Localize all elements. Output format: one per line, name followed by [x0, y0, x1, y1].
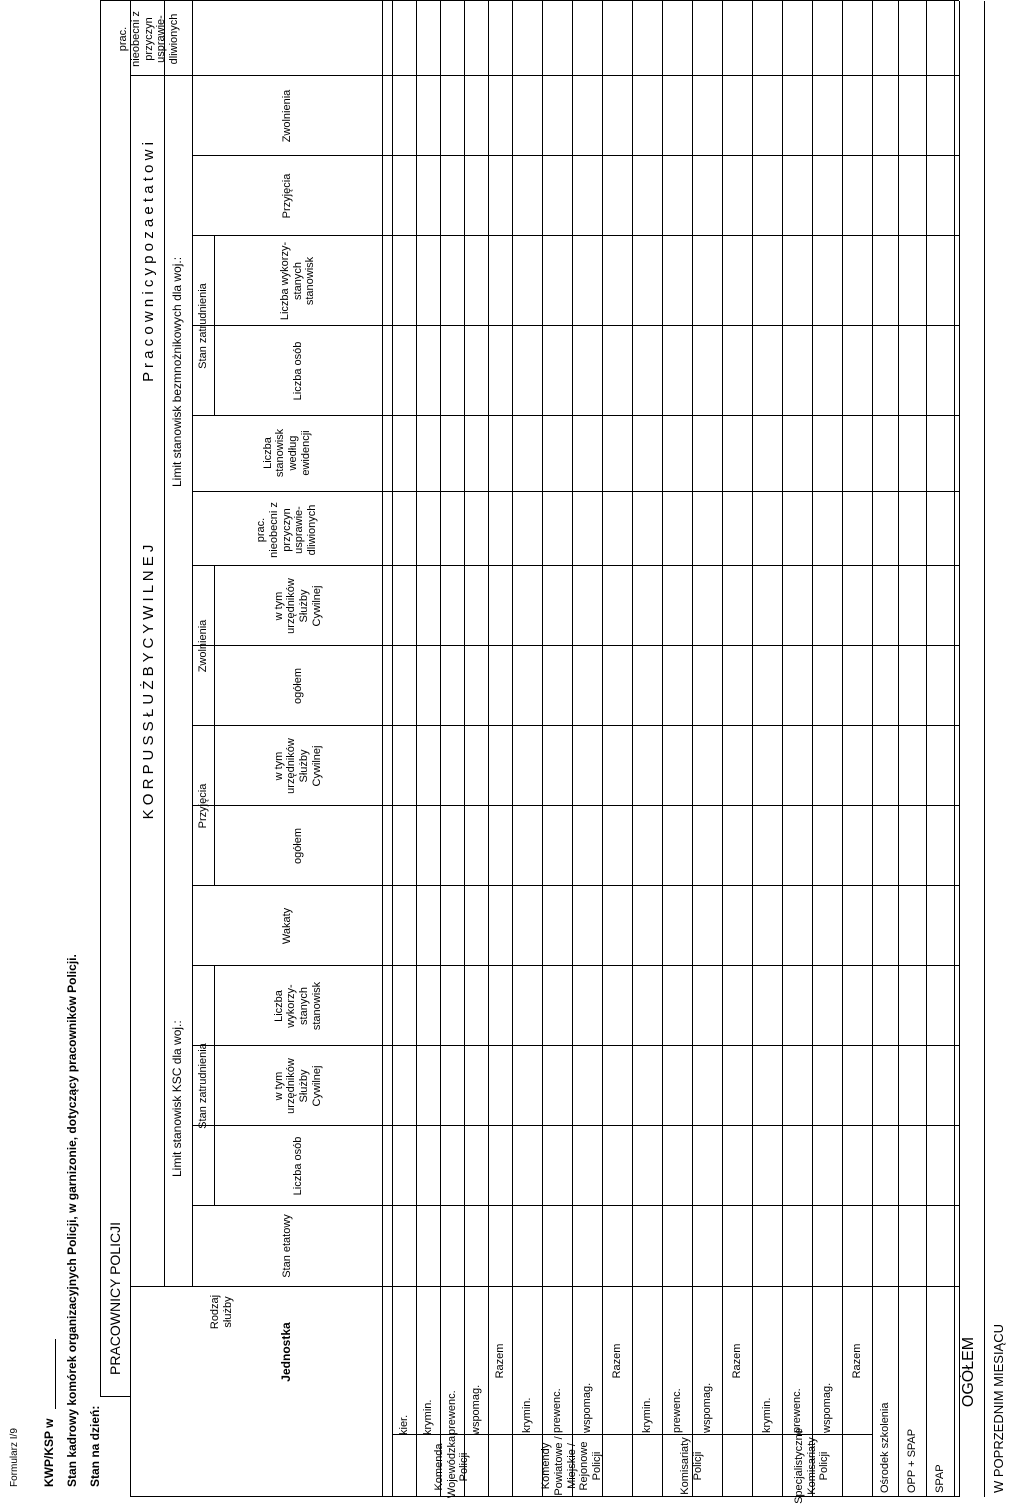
- grid-line: [812, 1, 813, 1497]
- grid-line: [192, 1045, 959, 1046]
- stan-zatrudnienia-header: Stan zatrudnienia: [196, 1043, 209, 1129]
- row-kwp-krymin: krymin.: [421, 1399, 434, 1435]
- grid-line: [192, 415, 959, 416]
- grid-line: [842, 1, 843, 1497]
- row-kwp-razem: Razem: [493, 1343, 506, 1379]
- grid-line: [192, 491, 959, 492]
- grid-line: [488, 1, 489, 1497]
- bezm-prac-nieobecni-header: prac. nieobecni z przyczyn usprawie-dliwionych: [117, 11, 180, 67]
- kwp-label: KWP/KSP w: [42, 1418, 56, 1487]
- grid-line: [130, 1286, 959, 1287]
- group-kp-label: Komisariaty Policji: [679, 1437, 704, 1495]
- grid-line: [440, 1, 441, 1497]
- zwolnienia-ogolem-header: ogółem: [291, 667, 304, 705]
- grid-line: [130, 1, 131, 1497]
- grid-line: [192, 565, 959, 566]
- korpus-title: K O R P U S S Ł U Ż B Y C Y W I L N E J: [140, 544, 158, 820]
- zwolnienia-header: Zwolnienia: [196, 619, 209, 673]
- grid-line: [416, 1, 417, 1497]
- grid-line: [512, 1, 513, 1497]
- staff-table: [100, 0, 1006, 1504]
- grid-line: [100, 0, 959, 1]
- group-skp-label: Specjalistyczne Komisariaty Policji: [793, 1428, 831, 1504]
- grid-line: [192, 1125, 959, 1126]
- grid-line: [572, 1, 573, 1497]
- grid-line: [100, 1396, 130, 1397]
- row-kwp-wspomag: wspomag.: [469, 1384, 482, 1435]
- grid-line: [214, 966, 215, 1206]
- row-poprzedni: W POPRZEDNIM MIESIĄCU: [990, 1323, 1006, 1493]
- grid-line: [542, 1, 543, 1497]
- grid-line: [752, 1, 753, 1497]
- grid-line: [192, 885, 959, 886]
- grid-line: [898, 1, 899, 1497]
- date-label: Stan na dzień:: [88, 1405, 102, 1487]
- grid-line: [692, 1, 693, 1497]
- bezm-zwolnienia-header: Zwolnienia: [280, 89, 293, 143]
- grid-line: [214, 566, 215, 886]
- jednostka-header: Jednostka: [279, 1322, 294, 1382]
- zwolnienia-w-tym-header: w tym urzędników Służby Cywilnej: [272, 578, 323, 634]
- grid-line: [926, 1, 927, 1497]
- limit-ksc: Limit stanowisk KSC dla woj.:: [170, 1020, 185, 1177]
- grid-line: [722, 1, 723, 1497]
- liczba-wyk-header: Liczba wykorzy-stanych stanowisk: [272, 981, 323, 1031]
- grid-line: [214, 236, 215, 416]
- form-title: Stan kadrowy komórek organizacyjnych Policji, w garnizonie, dotyczący pracowników Policji.: [65, 954, 79, 1487]
- grid-line: [192, 235, 959, 236]
- grid-line: [602, 1, 603, 1497]
- grid-line: [192, 1205, 959, 1206]
- grid-line: [632, 1, 633, 1497]
- grid-line: [872, 1, 873, 1497]
- row-kp-prewenc: prewenc.: [670, 1388, 683, 1433]
- bezm-liczba-wyk-header: Liczba wykorzy-stanych stanowisk: [279, 241, 317, 321]
- grid-line: [662, 1, 663, 1497]
- row-kp-krymin: krymin.: [640, 1397, 653, 1433]
- pracownicy-title: P r a c o w n i c y p o z a e t a t o w i: [140, 142, 158, 382]
- przyjecia-header: Przyjęcia: [196, 783, 209, 829]
- row-kwp-prewenc: prewenc.: [445, 1390, 458, 1435]
- grid-line: [464, 1, 465, 1497]
- grid-line: [382, 1, 383, 1497]
- row-kwp-kier: kier.: [397, 1414, 410, 1435]
- row-skp-krymin: krymin.: [760, 1397, 773, 1433]
- grid-line: [954, 1, 955, 1497]
- grid-line: [192, 725, 959, 726]
- grid-line: [392, 1434, 872, 1435]
- przyjecia-w-tym-header: w tym urzędników Służby Cywilnej: [272, 738, 323, 794]
- row-skp-wspomag: wspomag.: [820, 1382, 833, 1433]
- row-kpm-krymin: krymin.: [520, 1397, 533, 1433]
- bezm-stan-zatr-header: Stan zatrudnienia: [196, 283, 209, 369]
- row-kp-razem: Razem: [730, 1343, 743, 1379]
- row-kp-wspomag: wspomag.: [700, 1382, 713, 1433]
- grid-line: [984, 1, 985, 1497]
- wakaty-header: Wakaty: [280, 907, 293, 945]
- row-kpm-razem: Razem: [610, 1343, 623, 1379]
- limit-bezm: Limit stanowisk bezmnożnikowych dla woj.:: [170, 256, 185, 487]
- row-osrodek: Ośrodek szkolenia: [878, 1402, 891, 1493]
- grid-line: [130, 75, 959, 76]
- main-title: PRACOWNICY POLICJI: [107, 1222, 123, 1375]
- grid-line: [782, 1, 783, 1497]
- row-opp-spap: OPP + SPAP: [905, 1428, 918, 1493]
- row-ogolem: OGÓŁEM: [959, 1336, 977, 1408]
- kwp-underline: [55, 1339, 56, 1409]
- form-id: Formularz I/9: [9, 1428, 20, 1487]
- bezm-przyjecia-header: Przyjęcia: [280, 173, 293, 219]
- grid-line: [164, 1, 165, 1287]
- row-kpm-wspomag: wspomag.: [580, 1382, 593, 1433]
- bezm-liczba-osob-header: Liczba osób: [291, 341, 304, 401]
- rodzaj-header: Rodzaj służby: [209, 1294, 234, 1330]
- row-skp-prewenc: prewenc.: [790, 1388, 803, 1433]
- prac-nieobecni-header: prac. nieobecni z przyczyn usprawie-dliwionych: [255, 502, 318, 558]
- row-spap: SPAP: [933, 1464, 946, 1493]
- grid-line: [392, 1, 393, 1497]
- row-skp-razem: Razem: [850, 1343, 863, 1379]
- grid-line: [130, 1496, 959, 1497]
- grid-line: [100, 1, 101, 1397]
- liczba-osob-header: Liczba osób: [291, 1136, 304, 1196]
- grid-line: [192, 1, 193, 1287]
- przyjecia-ogolem-header: ogółem: [291, 827, 304, 865]
- grid-line: [192, 805, 959, 806]
- grid-line: [192, 965, 959, 966]
- grid-line: [192, 325, 959, 326]
- w-tym-urz-header: w tym urzędników Służby Cywilnej: [272, 1058, 323, 1114]
- grid-line: [192, 645, 959, 646]
- grid-line: [959, 1, 960, 1497]
- group-kwp-label: Komenda Wojewódzka Policji: [433, 1435, 471, 1499]
- stan-etatowy-header: Stan etatowy: [280, 1214, 293, 1278]
- group-kpm-label: Komendy Powiatowe / Miejskie / Rejonowe Policji: [540, 1436, 603, 1496]
- liczba-stan-ewid-header: Liczba stanowisk według ewidencji: [261, 428, 312, 478]
- grid-line: [192, 155, 959, 156]
- row-kpm-prewenc: prewenc.: [550, 1388, 563, 1433]
